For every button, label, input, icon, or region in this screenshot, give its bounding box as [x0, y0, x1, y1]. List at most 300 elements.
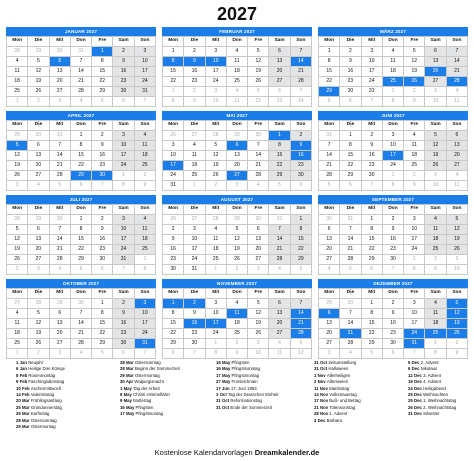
day-cell: 12 [227, 235, 248, 245]
day-cell: 8 [269, 141, 290, 151]
adjacent-month-day: 6 [340, 181, 361, 191]
adjacent-month-day: 9 [135, 181, 156, 191]
weekday-header: Mon [163, 205, 184, 215]
day-cell: 25 [206, 255, 227, 265]
adjacent-month-day: 30 [28, 131, 49, 141]
day-cell: 22 [340, 161, 361, 171]
legend-label: Buß- und Bettag [329, 398, 361, 404]
legend-label: Gründonnerstag [30, 404, 62, 410]
month-calendar [6, 195, 156, 274]
day-cell: 5 [227, 225, 248, 235]
footer-brand[interactable]: Dreamkalender.de [254, 448, 320, 457]
weekday-header: Sam [113, 37, 134, 47]
weekday-header: Die [28, 205, 49, 215]
adjacent-month-day: 28 [28, 299, 49, 309]
month-days-grid [6, 288, 156, 359]
day-cell: 26 [248, 77, 269, 87]
holiday-day-cell: 29 [319, 87, 340, 97]
day-cell: 2 [113, 47, 134, 57]
adjacent-month-day: 9 [404, 97, 425, 107]
day-cell: 30 [383, 255, 404, 265]
day-cell: 15 [319, 67, 340, 77]
adjacent-month-day: 5 [71, 265, 92, 275]
legend-label: Totensonntag [329, 404, 356, 410]
legend-label: Silvester [423, 411, 440, 417]
day-cell: 17 [113, 151, 134, 161]
holiday-day-cell: 14 [291, 57, 312, 67]
legend-label: Ende der Sommerzeit [230, 404, 272, 410]
legend-date: 6 Dec [408, 366, 421, 372]
day-cell: 8 [92, 57, 113, 67]
day-cell: 30 [184, 339, 205, 349]
day-cell: 30 [340, 87, 361, 97]
weekday-header: Fre [92, 205, 113, 215]
day-cell: 25 [425, 245, 446, 255]
adjacent-month-day: 30 [248, 131, 269, 141]
adjacent-month-day: 9 [404, 181, 425, 191]
month-days-grid [318, 120, 468, 191]
legend-label: Tag der Deutschen Einheit [227, 392, 279, 398]
day-cell: 13 [28, 235, 49, 245]
day-cell: 7 [71, 57, 92, 67]
adjacent-month-day: 7 [113, 265, 134, 275]
day-cell: 29 [291, 255, 312, 265]
holiday-day-cell: 28 [447, 77, 468, 87]
weekday-header: Fre [404, 121, 425, 131]
holiday-legend [16, 360, 466, 440]
day-cell: 13 [227, 151, 248, 161]
day-cell: 11 [425, 309, 446, 319]
day-cell: 17 [404, 235, 425, 245]
adjacent-month-day: 3 [7, 181, 28, 191]
adjacent-month-day: 10 [425, 181, 446, 191]
day-cell: 5 [248, 47, 269, 57]
day-cell: 13 [319, 235, 340, 245]
weekday-header: Sam [269, 37, 290, 47]
holiday-day-cell: 3 [135, 299, 156, 309]
legend-date: 17 Nov [314, 398, 330, 404]
day-cell: 26 [7, 171, 28, 181]
adjacent-month-day: 7 [362, 181, 383, 191]
day-cell: 5 [447, 215, 468, 225]
day-cell: 2 [383, 299, 404, 309]
legend-date: 1 May [120, 385, 134, 391]
day-cell: 11 [135, 225, 156, 235]
weekday-header: Mon [7, 121, 28, 131]
day-cell: 6 [248, 225, 269, 235]
month-title: MÄRZ 2027 [318, 27, 468, 36]
adjacent-month-day: 6 [71, 181, 92, 191]
day-cell: 18 [404, 151, 425, 161]
day-cell: 22 [71, 161, 92, 171]
day-cell: 22 [269, 161, 290, 171]
adjacent-month-day: 2 [425, 255, 446, 265]
adjacent-month-day: 6 [291, 181, 312, 191]
legend-label: Fronleichnam [231, 379, 258, 385]
adjacent-month-day: 1 [184, 181, 205, 191]
day-cell: 19 [28, 329, 49, 339]
day-cell: 12 [404, 57, 425, 67]
weekday-header: Mon [163, 37, 184, 47]
day-cell: 19 [425, 151, 446, 161]
legend-label: Muttertag [133, 398, 152, 404]
day-cell: 25 [135, 245, 156, 255]
adjacent-month-day: 30 [50, 215, 71, 225]
month-calendar [318, 195, 468, 274]
legend-date: 29 Mar [120, 372, 135, 378]
day-cell: 3 [113, 131, 134, 141]
day-cell: 23 [184, 329, 205, 339]
day-cell: 7 [291, 299, 312, 309]
day-cell: 4 [227, 47, 248, 57]
adjacent-month-day: 8 [425, 349, 446, 359]
adjacent-month-day: 2 [404, 87, 425, 97]
month-title: NOVEMBER 2027 [162, 279, 312, 288]
legend-date: 28 Nov [314, 411, 330, 417]
weekday-header: Sam [113, 121, 134, 131]
adjacent-month-day: 8 [163, 97, 184, 107]
adjacent-month-day: 3 [227, 181, 248, 191]
day-cell: 23 [383, 329, 404, 339]
adjacent-month-day: 1 [135, 255, 156, 265]
adjacent-month-day: 31 [71, 47, 92, 57]
adjacent-month-day: 4 [447, 171, 468, 181]
holiday-day-cell: 24 [404, 329, 425, 339]
weekday-header: Die [184, 121, 205, 131]
adjacent-month-day: 31 [319, 131, 340, 141]
legend-date: 9 May [120, 398, 134, 404]
legend-date: 6 May [120, 392, 134, 398]
adjacent-month-day: 29 [28, 47, 49, 57]
day-cell: 26 [447, 245, 468, 255]
adjacent-month-day: 4 [50, 265, 71, 275]
day-cell: 31 [113, 255, 134, 265]
day-cell: 21 [447, 67, 468, 77]
month-days-grid [162, 36, 312, 107]
day-cell: 24 [206, 329, 227, 339]
legend-date: 29 Mar [16, 424, 31, 430]
weekday-header: Sam [425, 37, 446, 47]
legend-label: Allerheiligen [326, 372, 351, 378]
weekday-header: Mit [50, 37, 71, 47]
legend-date: 17 May [120, 411, 136, 417]
month-days-grid [162, 204, 312, 275]
day-cell: 3 [184, 225, 205, 235]
legend-label: Volkstrauertag [329, 392, 357, 398]
day-cell: 27 [319, 339, 340, 349]
day-cell: 1 [163, 47, 184, 57]
legend-column [16, 360, 65, 430]
adjacent-month-day: 3 [447, 255, 468, 265]
legend-label: Valentinstag [30, 392, 55, 398]
adjacent-month-day: 1 [163, 87, 184, 97]
adjacent-month-day: 5 [319, 97, 340, 107]
legend-column [408, 360, 456, 418]
legend-label: Frühlingsanfang [30, 398, 62, 404]
weekday-header: Son [135, 37, 156, 47]
legend-date: 10 Feb [16, 385, 31, 391]
day-cell: 30 [383, 339, 404, 349]
day-cell: 23 [163, 255, 184, 265]
day-cell: 9 [113, 57, 134, 67]
day-cell: 30 [362, 171, 383, 181]
day-cell: 22 [291, 245, 312, 255]
legend-date: 4 Dec [314, 417, 327, 423]
day-cell: 18 [227, 319, 248, 329]
day-cell: 2 [92, 215, 113, 225]
adjacent-month-day: 29 [319, 299, 340, 309]
day-cell: 28 [71, 339, 92, 349]
day-cell: 21 [319, 161, 340, 171]
adjacent-month-day: 5 [291, 265, 312, 275]
weekday-header: Mit [206, 289, 227, 299]
day-cell: 13 [50, 319, 71, 329]
day-cell: 21 [269, 245, 290, 255]
holiday-day-cell: 20 [425, 67, 446, 77]
day-cell: 7 [269, 225, 290, 235]
adjacent-month-day: 6 [163, 349, 184, 359]
legend-date: 25 Mar [16, 404, 31, 410]
day-cell: 25 [227, 329, 248, 339]
day-cell: 21 [248, 161, 269, 171]
day-cell: 7 [248, 141, 269, 151]
day-cell: 3 [135, 47, 156, 57]
weekday-header: Die [28, 37, 49, 47]
day-cell: 28 [291, 77, 312, 87]
adjacent-month-day: 4 [227, 87, 248, 97]
weekday-header: Don [383, 289, 404, 299]
day-cell: 31 [135, 87, 156, 97]
day-cell: 14 [319, 151, 340, 161]
day-cell: 3 [206, 47, 227, 57]
day-cell: 17 [135, 319, 156, 329]
weekday-header: Mit [206, 205, 227, 215]
adjacent-month-day: 12 [248, 97, 269, 107]
adjacent-month-day: 8 [206, 349, 227, 359]
adjacent-month-day: 5 [362, 349, 383, 359]
day-cell: 9 [113, 309, 134, 319]
adjacent-month-day: 2 [28, 349, 49, 359]
day-cell: 2 [291, 131, 312, 141]
day-cell: 26 [28, 87, 49, 97]
month-days-grid [318, 36, 468, 107]
month-title: JULI 2027 [6, 195, 156, 204]
footer [0, 448, 474, 457]
weekday-header: Sam [269, 121, 290, 131]
day-cell: 15 [92, 319, 113, 329]
day-cell: 12 [248, 57, 269, 67]
weekday-header: Sam [113, 289, 134, 299]
adjacent-month-day: 7 [383, 265, 404, 275]
day-cell: 20 [319, 245, 340, 255]
day-cell: 21 [340, 245, 361, 255]
day-cell: 1 [71, 215, 92, 225]
day-cell: 13 [447, 141, 468, 151]
day-cell: 9 [184, 309, 205, 319]
day-cell: 9 [362, 141, 383, 151]
month-title: MAI 2027 [162, 111, 312, 120]
adjacent-month-day: 3 [50, 349, 71, 359]
day-cell: 24 [404, 245, 425, 255]
day-cell: 30 [291, 171, 312, 181]
day-cell: 19 [248, 67, 269, 77]
page-title: 2027 [216, 4, 258, 24]
day-cell: 25 [404, 161, 425, 171]
weekday-header: Mon [319, 289, 340, 299]
day-cell: 5 [7, 225, 28, 235]
legend-date: 28 Mar [120, 360, 135, 365]
weekday-header: Don [227, 121, 248, 131]
day-cell: 27 [319, 255, 340, 265]
day-cell: 3 [206, 299, 227, 309]
holiday-day-cell: 2 [184, 299, 205, 309]
legend-label: 17. Juni 1953 [230, 385, 257, 391]
day-cell: 29 [163, 339, 184, 349]
holiday-day-cell: 9 [184, 57, 205, 67]
day-cell: 18 [135, 151, 156, 161]
day-cell: 27 [28, 171, 49, 181]
day-cell: 14 [71, 67, 92, 77]
day-cell: 14 [447, 57, 468, 67]
day-cell: 10 [135, 57, 156, 67]
day-cell: 17 [113, 235, 134, 245]
day-cell: 20 [28, 245, 49, 255]
weekday-header: Die [184, 37, 205, 47]
legend-label: Walpurgisnacht [134, 379, 164, 385]
day-cell: 30 [163, 265, 184, 275]
adjacent-month-day: 9 [447, 349, 468, 359]
day-cell: 12 [28, 319, 49, 329]
legend-date: 20 Mar [16, 398, 31, 404]
adjacent-month-day: 5 [269, 181, 290, 191]
adjacent-month-day: 9 [227, 349, 248, 359]
adjacent-month-day: 4 [447, 87, 468, 97]
day-cell: 21 [71, 329, 92, 339]
adjacent-month-day: 3 [206, 87, 227, 97]
day-cell: 26 [206, 171, 227, 181]
weekday-header: Mon [7, 289, 28, 299]
day-cell: 10 [184, 235, 205, 245]
weekday-header: Mit [50, 205, 71, 215]
day-cell: 7 [340, 309, 361, 319]
legend-item [216, 405, 278, 411]
day-cell: 6 [50, 309, 71, 319]
day-cell: 25 [7, 339, 28, 349]
day-cell: 6 [319, 225, 340, 235]
day-cell: 26 [227, 255, 248, 265]
holiday-day-cell: 1 [163, 299, 184, 309]
legend-date: 26 Mar [16, 411, 31, 417]
day-cell: 8 [291, 225, 312, 235]
day-cell: 14 [340, 235, 361, 245]
month-title: JUNI 2027 [318, 111, 468, 120]
adjacent-month-day: 7 [184, 349, 205, 359]
day-cell: 24 [135, 329, 156, 339]
day-cell: 9 [340, 57, 361, 67]
legend-date: 28 Mar [16, 417, 31, 423]
adjacent-month-day: 6 [92, 265, 113, 275]
day-cell: 23 [383, 245, 404, 255]
day-cell: 18 [425, 319, 446, 329]
adjacent-month-day: 5 [340, 265, 361, 275]
day-cell: 10 [113, 225, 134, 235]
day-cell: 27 [269, 77, 290, 87]
month-title: SEPTEMBER 2027 [318, 195, 468, 204]
adjacent-month-day: 31 [340, 215, 361, 225]
day-cell: 1 [71, 131, 92, 141]
day-cell: 29 [362, 339, 383, 349]
day-cell: 23 [362, 161, 383, 171]
holiday-day-cell: 6 [319, 309, 340, 319]
day-cell: 10 [135, 309, 156, 319]
legend-label: Reformationstag [230, 398, 262, 404]
weekday-header: Die [340, 37, 361, 47]
holiday-day-cell: 17 [383, 151, 404, 161]
weekday-header: Die [340, 205, 361, 215]
day-cell: 16 [383, 235, 404, 245]
day-cell: 22 [92, 329, 113, 339]
weekday-header: Mit [206, 37, 227, 47]
legend-date: 19 Dec [408, 379, 424, 385]
day-cell: 21 [291, 67, 312, 77]
weekday-header: Die [184, 205, 205, 215]
day-cell: 15 [362, 235, 383, 245]
adjacent-month-day: 26 [163, 131, 184, 141]
adjacent-month-day: 27 [184, 131, 205, 141]
adjacent-month-day: 4 [71, 97, 92, 107]
day-cell: 11 [227, 57, 248, 67]
weekday-header: Son [447, 37, 468, 47]
month-calendar [318, 27, 468, 106]
legend-label: Martinstag [329, 385, 350, 391]
day-cell: 1 [291, 215, 312, 225]
day-cell: 20 [269, 319, 290, 329]
weekday-header: Sam [269, 289, 290, 299]
day-cell: 18 [135, 235, 156, 245]
weekday-header: Don [383, 37, 404, 47]
legend-date: 16 May [120, 404, 136, 410]
weekday-header: Son [135, 205, 156, 215]
day-cell: 10 [113, 141, 134, 151]
day-cell: 14 [248, 151, 269, 161]
day-cell: 16 [340, 67, 361, 77]
holiday-day-cell: 21 [291, 319, 312, 329]
adjacent-month-day: 1 [206, 339, 227, 349]
day-cell: 20 [50, 77, 71, 87]
day-cell: 29 [71, 255, 92, 265]
legend-label: Allerseelen [326, 379, 349, 385]
day-cell: 27 [269, 329, 290, 339]
adjacent-month-day: 8 [383, 97, 404, 107]
day-cell: 5 [28, 309, 49, 319]
holiday-day-cell: 10 [206, 57, 227, 67]
day-cell: 23 [113, 77, 134, 87]
day-cell: 22 [163, 329, 184, 339]
legend-column [314, 360, 361, 424]
day-cell: 16 [113, 319, 134, 329]
legend-date: 21 Nov [314, 404, 330, 410]
legend-date: 14 Feb [16, 392, 31, 398]
adjacent-month-day: 6 [362, 265, 383, 275]
weekday-header: Don [71, 205, 92, 215]
legend-label: Pfingstmontag [231, 372, 259, 378]
adjacent-month-day: 28 [7, 215, 28, 225]
legend-date: 27 May [216, 379, 232, 385]
weekday-header: Mit [362, 205, 383, 215]
day-cell: 30 [113, 87, 134, 97]
holiday-day-cell: 19 [447, 319, 468, 329]
weekday-header: Sam [269, 205, 290, 215]
